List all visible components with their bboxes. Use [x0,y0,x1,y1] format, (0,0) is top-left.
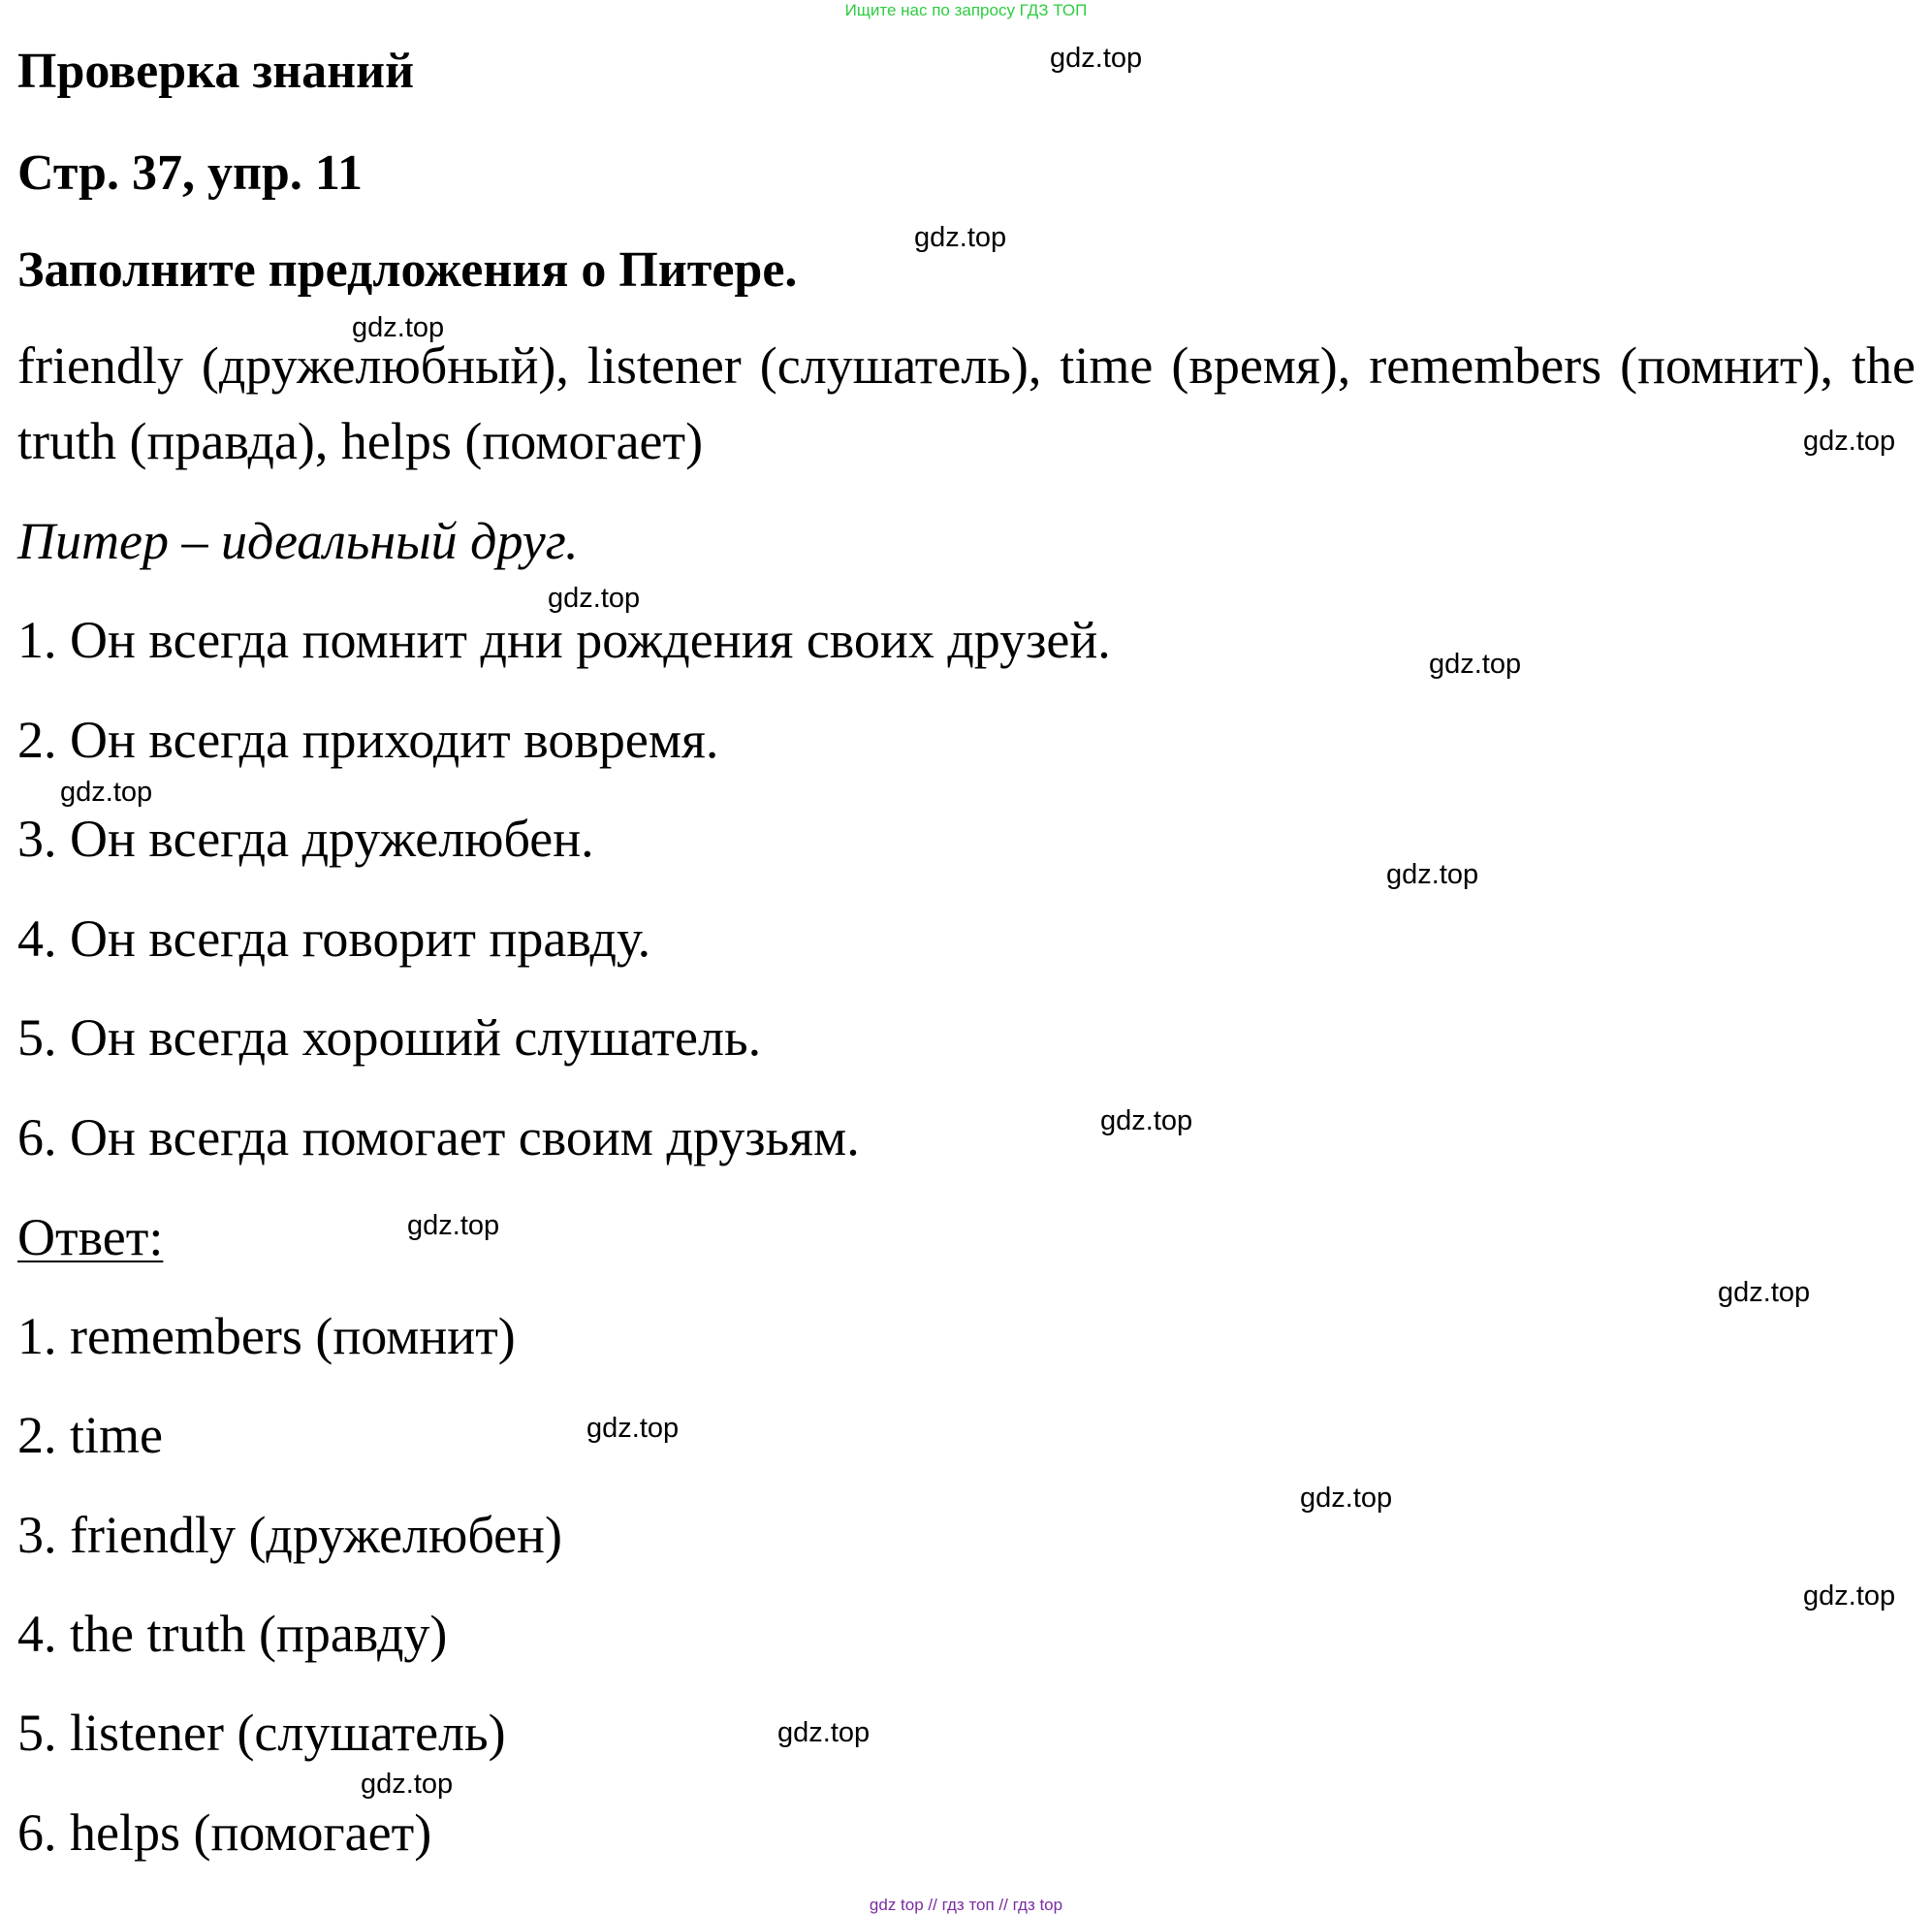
watermark: gdz.top [1429,649,1522,680]
watermark: gdz.top [352,312,445,343]
sentence-item: 1. Он всегда помнит дни рождения своих друзей. [17,611,1111,669]
answer-item: 6. helps (помогает) [17,1803,432,1862]
exercise-reference: Стр. 37, упр. 11 [17,145,363,201]
sentence-item: 6. Он всегда помогает своим друзьям. [17,1108,860,1166]
answer-item: 3. friendly (дружелюбен) [17,1506,562,1564]
watermark: gdz.top [1100,1105,1193,1136]
vocabulary-list: friendly (дружелюбный), listener (слушатель), time (время), remembers (помнит), the truth (правда), helps (помогает) [17,336,1916,470]
watermark: gdz.top [914,222,1007,253]
page-title: Проверка знаний [17,44,415,99]
sentence-item: 5. Он всегда хороший слушатель. [17,1008,762,1067]
answer-item: 1. remembers (помнит) [17,1307,516,1365]
intro-sentence: Питер – идеальный друг. [17,512,579,570]
task-instruction: Заполните предложения о Питере. [17,242,798,298]
watermark: gdz.top [361,1769,454,1800]
watermark: gdz.top [1803,1580,1896,1612]
watermark: gdz.top [60,777,153,808]
watermark: gdz.top [1718,1277,1811,1308]
sentence-item: 3. Он всегда дружелюбен. [17,810,594,868]
sentence-item: 2. Он всегда приходит вовремя. [17,711,719,769]
answer-item: 5. listener (слушатель) [17,1704,506,1762]
watermark: gdz.top [1803,426,1896,457]
answer-item: 2. time [17,1406,163,1464]
watermark: gdz.top [1300,1483,1393,1514]
sentence-item: 4. Он всегда говорит правду. [17,910,651,968]
bottom-banner: gdz top // гдз топ // гдз top [869,1896,1063,1914]
watermark: gdz.top [548,583,641,614]
answer-item: 4. the truth (правду) [17,1605,448,1663]
watermark: gdz.top [1386,859,1479,890]
watermark: gdz.top [777,1717,871,1748]
answer-label: Ответ: [17,1208,164,1266]
top-banner: Ищите нас по запросу ГДЗ ТОП [844,1,1088,19]
watermark: gdz.top [1050,43,1143,74]
watermark: gdz.top [586,1413,680,1444]
watermark: gdz.top [407,1210,500,1241]
